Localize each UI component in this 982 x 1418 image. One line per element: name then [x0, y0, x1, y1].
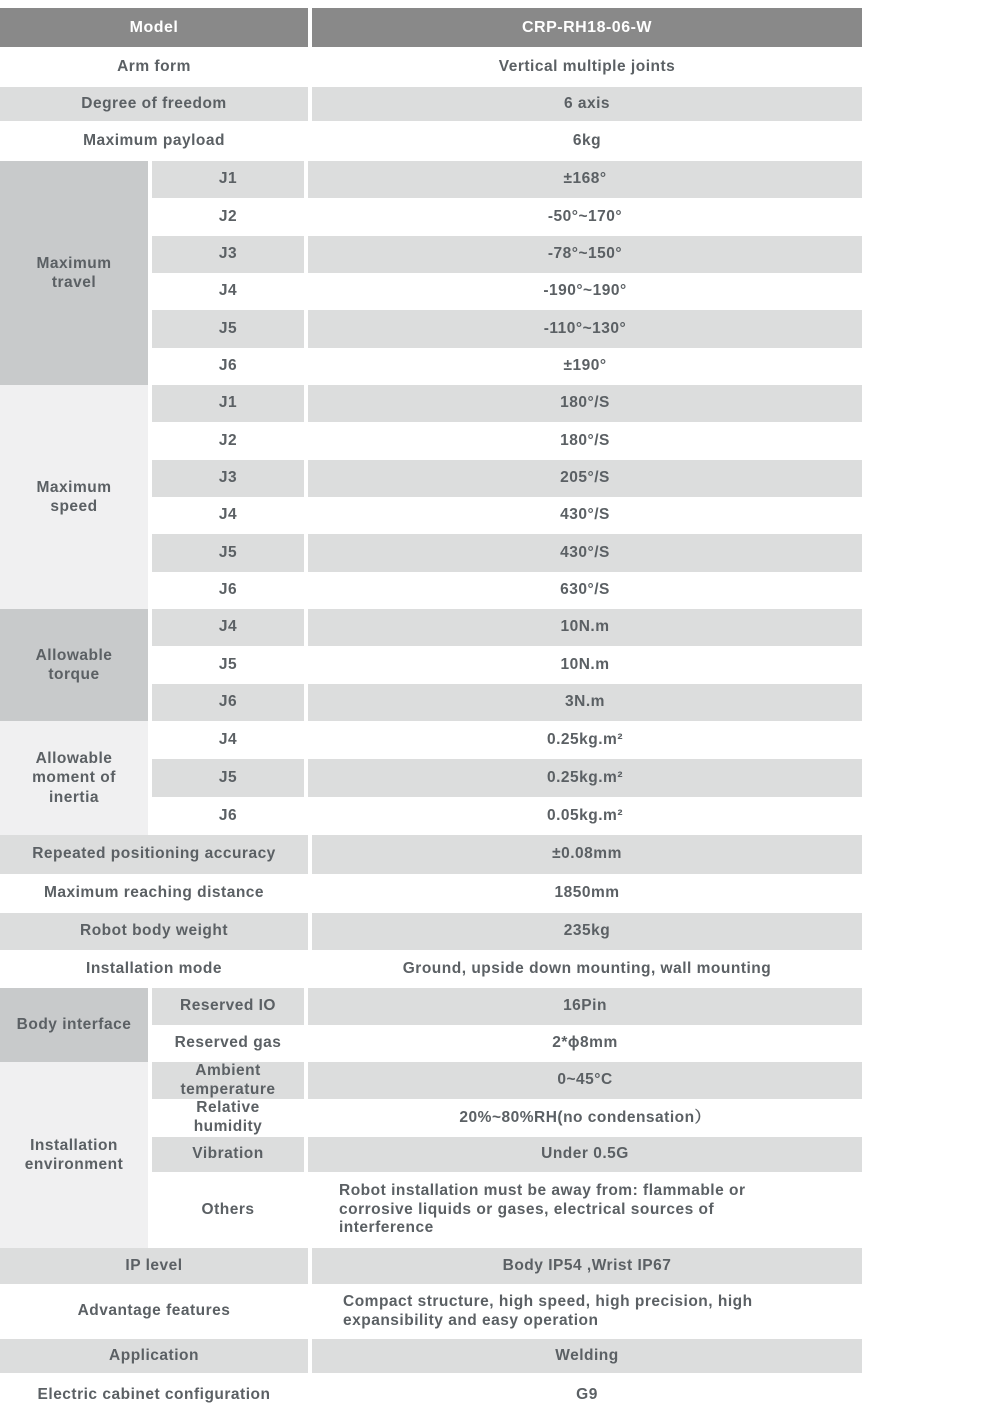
joint-value: -78°~150°	[308, 236, 862, 273]
table-row-maximum-reaching-distance	[0, 874, 862, 913]
joint-label: J1	[152, 161, 304, 198]
table-row-degree-of-freedom	[0, 87, 862, 121]
table-row-arm-form	[0, 47, 862, 87]
row-value: Welding	[312, 1339, 862, 1373]
group-title-allowable-torque: Allowable torque	[0, 609, 148, 721]
joint-label: J2	[152, 422, 304, 459]
joint-value: 0.25kg.m²	[308, 721, 862, 759]
table-row-reserved-gas	[152, 1025, 862, 1062]
sub-value: 20%~80%RH(no condensation）	[308, 1099, 862, 1137]
table-row-speed-j2	[152, 422, 862, 459]
joint-label: J1	[152, 385, 304, 422]
group-title-body-interface: Body interface	[0, 988, 148, 1062]
table-row-reserved-io	[152, 988, 862, 1025]
sub-value: Under 0.5G	[308, 1137, 862, 1172]
sub-label: Reserved gas	[152, 1025, 304, 1062]
joint-value: 0.25kg.m²	[308, 759, 862, 797]
row-value: 6kg	[312, 121, 862, 161]
row-label: Electric cabinet configuration	[0, 1373, 308, 1418]
table-row-robot-body-weight	[0, 913, 862, 950]
joint-value: 205°/S	[308, 460, 862, 497]
table-row-torque-j5	[152, 646, 862, 683]
joint-label: J6	[152, 572, 304, 609]
sub-value: 2*ϕ8mm	[308, 1025, 862, 1062]
table-row-advantage-features	[0, 1284, 862, 1339]
sub-label: Others	[152, 1172, 304, 1248]
body-interface-section	[0, 988, 862, 1062]
joint-value: -50°~170°	[308, 198, 862, 235]
row-value: ±0.08mm	[312, 835, 862, 874]
joint-value: -110°~130°	[308, 310, 862, 347]
joint-label: J4	[152, 721, 304, 759]
row-label: Application	[0, 1339, 308, 1373]
joint-value: 630°/S	[308, 572, 862, 609]
joint-label: J6	[152, 797, 304, 835]
joint-value: 0.05kg.m²	[308, 797, 862, 835]
row-label: Repeated positioning accuracy	[0, 835, 308, 874]
maximum-speed-section	[0, 385, 862, 609]
table-row-torque-j4	[152, 609, 862, 646]
allowable-inertia-section	[0, 721, 862, 835]
joint-label: J5	[152, 646, 304, 683]
joint-label: J4	[152, 497, 304, 534]
header-model-label: Model	[0, 8, 308, 47]
sub-label: Ambient temperature	[152, 1062, 304, 1099]
joint-label: J3	[152, 236, 304, 273]
joint-label: J4	[152, 273, 304, 310]
joint-value: 180°/S	[308, 422, 862, 459]
joint-value: 180°/S	[308, 385, 862, 422]
table-row-speed-j4	[152, 497, 862, 534]
joint-value: 10N.m	[308, 609, 862, 646]
table-row-others	[152, 1172, 862, 1248]
group-title-installation-environment: Installation environment	[0, 1062, 148, 1248]
joint-value: 430°/S	[308, 534, 862, 571]
table-row-vibration	[152, 1137, 862, 1172]
table-row-torque-j6	[152, 684, 862, 721]
sub-label: Vibration	[152, 1137, 304, 1172]
table-row-maximum-payload	[0, 121, 862, 161]
row-label: Robot body weight	[0, 913, 308, 950]
group-title-maximum-travel: Maximum travel	[0, 161, 148, 385]
joint-label: J6	[152, 684, 304, 721]
sub-value: 16Pin	[308, 988, 862, 1025]
row-label: Arm form	[0, 47, 308, 87]
row-label: Installation mode	[0, 950, 308, 988]
table-row-ip-level	[0, 1248, 862, 1284]
table-row-travel-j6	[152, 348, 862, 385]
joint-value: 10N.m	[308, 646, 862, 683]
sub-value: Robot installation must be away from: flammable or corrosive liquids or gases, electrical sources of interference	[308, 1172, 862, 1248]
group-title-maximum-speed: Maximum speed	[0, 385, 148, 609]
sub-value: 0~45°C	[308, 1062, 862, 1099]
row-value: 6 axis	[312, 87, 862, 121]
row-value: Body IP54 ,Wrist IP67	[312, 1248, 862, 1284]
row-label: Advantage features	[0, 1284, 308, 1339]
table-row-travel-j4	[152, 273, 862, 310]
joint-label: J2	[152, 198, 304, 235]
table-row-travel-j5	[152, 310, 862, 347]
row-value: Compact structure, high speed, high precision, high expansibility and easy operation	[312, 1284, 862, 1339]
table-row-travel-j1	[152, 161, 862, 198]
row-label: Maximum payload	[0, 121, 308, 161]
joint-label: J5	[152, 310, 304, 347]
row-label: Degree of freedom	[0, 87, 308, 121]
sub-label: Relative humidity	[152, 1099, 304, 1137]
table-row-ambient-temperature	[152, 1062, 862, 1099]
row-value: 1850mm	[312, 874, 862, 913]
table-row-repeated-positioning-accuracy	[0, 835, 862, 874]
table-row-travel-j3	[152, 236, 862, 273]
maximum-travel-section	[0, 161, 862, 385]
allowable-torque-section	[0, 609, 862, 721]
row-value: G9	[312, 1373, 862, 1418]
table-row-speed-j1	[152, 385, 862, 422]
table-row-travel-j2	[152, 198, 862, 235]
table-row-speed-j5	[152, 534, 862, 571]
joint-label: J6	[152, 348, 304, 385]
table-row-inertia-j5	[152, 759, 862, 797]
table-row-relative-humidity	[152, 1099, 862, 1137]
joint-label: J4	[152, 609, 304, 646]
table-row-installation-mode	[0, 950, 862, 988]
row-value: Vertical multiple joints	[312, 47, 862, 87]
joint-label: J5	[152, 759, 304, 797]
joint-label: J5	[152, 534, 304, 571]
header-model-value: CRP-RH18-06-W	[312, 8, 862, 47]
group-title-allowable-inertia: Allowable moment of inertia	[0, 721, 148, 835]
row-label: IP level	[0, 1248, 308, 1284]
sub-label: Reserved IO	[152, 988, 304, 1025]
row-value: Ground, upside down mounting, wall mounting	[312, 950, 862, 988]
joint-label: J3	[152, 460, 304, 497]
table-row-speed-j6	[152, 572, 862, 609]
installation-environment-section	[0, 1062, 862, 1248]
table-row-inertia-j6	[152, 797, 862, 835]
row-label: Maximum reaching distance	[0, 874, 308, 913]
table-row-application	[0, 1339, 862, 1373]
row-value: 235kg	[312, 913, 862, 950]
table-row-speed-j3	[152, 460, 862, 497]
joint-value: 3N.m	[308, 684, 862, 721]
joint-value: ±190°	[308, 348, 862, 385]
table-row-inertia-j4	[152, 721, 862, 759]
joint-value: 430°/S	[308, 497, 862, 534]
table-row-electric-cabinet-configuration	[0, 1373, 862, 1418]
joint-value: -190°~190°	[308, 273, 862, 310]
table-header-row	[0, 8, 862, 47]
joint-value: ±168°	[308, 161, 862, 198]
